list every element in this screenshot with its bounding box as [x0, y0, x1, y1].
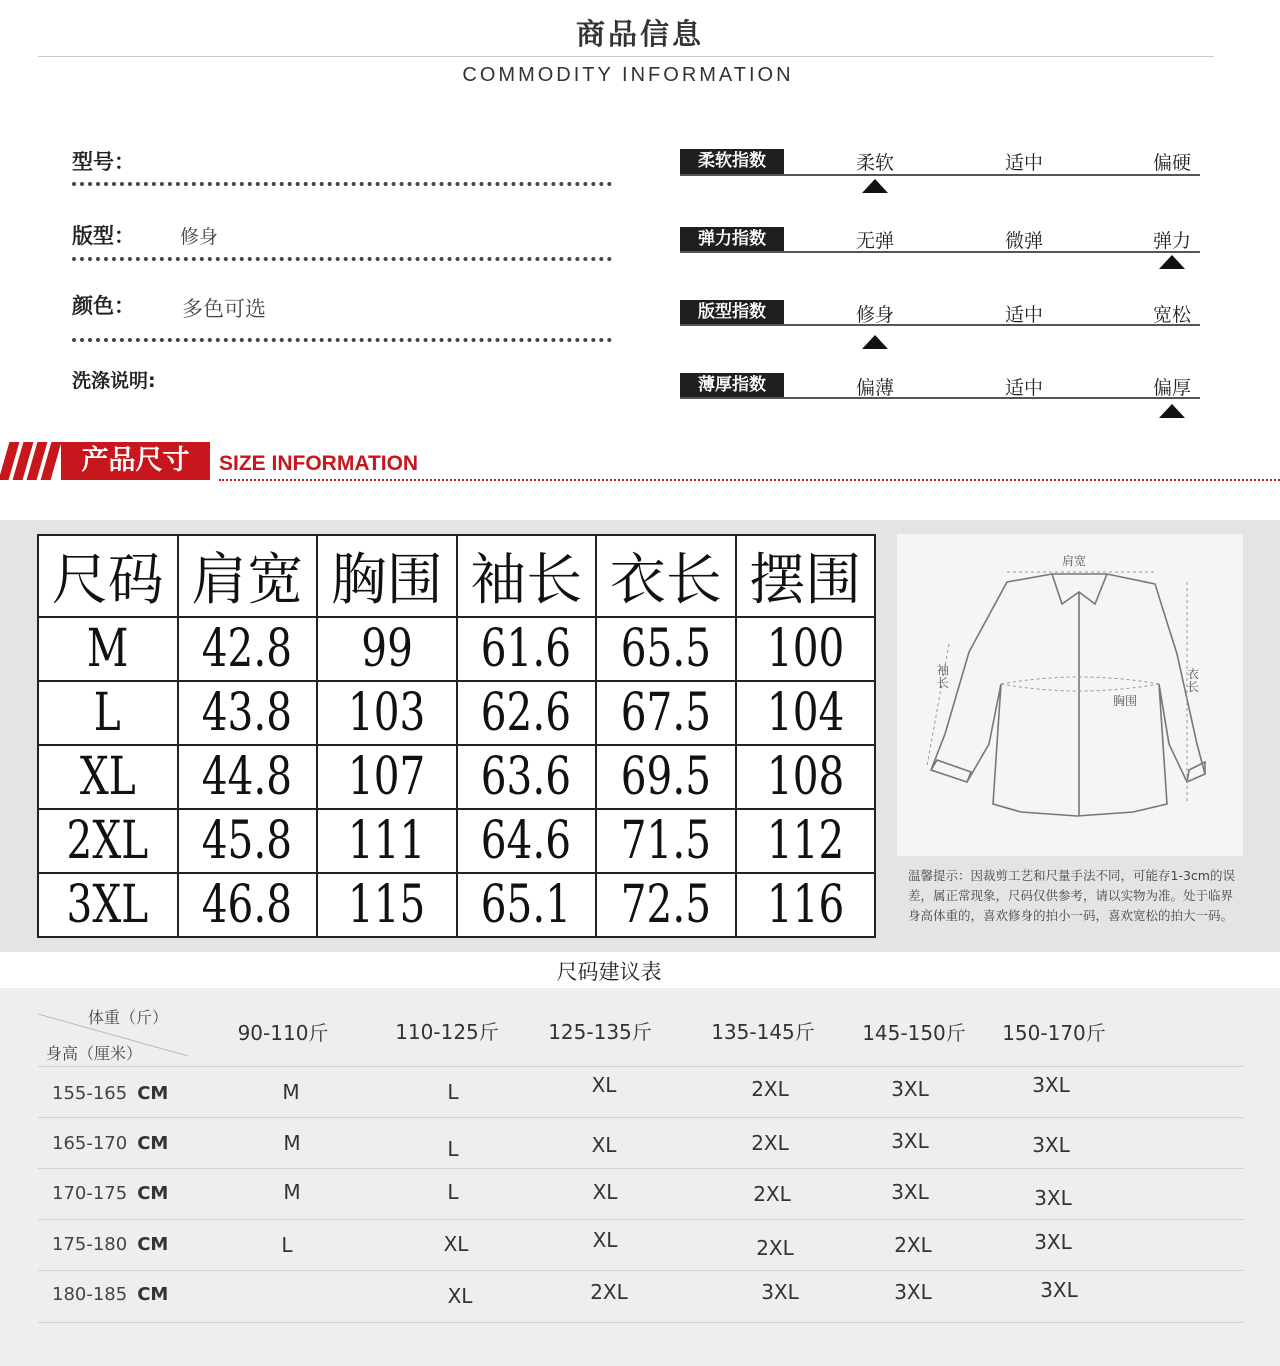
corner-weight-label: 体重（斤）: [88, 1008, 169, 1027]
table-row: [38, 617, 875, 681]
size-suggestion: 3XL: [891, 1077, 929, 1101]
field-divider: [72, 257, 612, 261]
row-divider: [38, 1117, 1244, 1118]
field-fit-value: 修身: [180, 226, 219, 248]
index-option: 适中: [1004, 304, 1043, 326]
table-cell: XL: [38, 745, 178, 809]
measurement-note: 温馨提示：因裁剪工艺和尺量手法不同，可能存1-3cm的误差，属正常现象，尺码仅供参考，请以实物为准。处于临界身高体重的，喜欢修身的拍小一码，喜欢宽松的拍大一码。: [908, 868, 1235, 923]
size-table-header: 衣长: [596, 535, 736, 617]
size-suggestion: 3XL: [1034, 1230, 1072, 1254]
weight-column-header: 90-110斤: [237, 1021, 329, 1045]
size-suggestion: 3XL: [761, 1280, 799, 1304]
table-cell: 61.6: [457, 617, 597, 681]
size-suggestion: XL: [591, 1133, 617, 1157]
page-subtitle: COMMODITY INFORMATION: [462, 64, 794, 86]
size-suggestion: 3XL: [1040, 1278, 1078, 1302]
size-suggestion: 3XL: [1032, 1133, 1070, 1157]
index-option: 宽松: [1152, 304, 1191, 326]
table-cell: 99: [317, 617, 457, 681]
size-table-header: 胸围: [317, 535, 457, 617]
corner-height-label: 身高（厘米）: [46, 1044, 143, 1063]
size-suggestion: L: [447, 1080, 459, 1104]
size-suggestion: 2XL: [753, 1182, 791, 1206]
table-cell: 63.6: [457, 745, 597, 809]
shoulder-label: 肩宽: [1062, 554, 1087, 568]
thickness-index-label: 薄厚指数: [680, 373, 784, 398]
index-line: [680, 174, 1200, 176]
height-range: 155-165 CM: [52, 1083, 169, 1104]
index-option: 无弹: [855, 230, 894, 252]
table-cell: 71.5: [596, 809, 736, 873]
size-suggestion: M: [282, 1080, 300, 1104]
size-suggestion: 3XL: [891, 1129, 929, 1153]
table-cell: L: [38, 681, 178, 745]
size-suggestion: 3XL: [1032, 1073, 1070, 1097]
weight-column-header: 110-125斤: [395, 1020, 499, 1044]
table-row: [38, 873, 875, 937]
table-cell: 62.6: [457, 681, 597, 745]
weight-column-header: 145-150斤: [862, 1021, 966, 1045]
table-cell: 3XL: [38, 873, 178, 937]
chest-label: 胸围: [1113, 694, 1138, 708]
size-suggestion: 2XL: [894, 1233, 932, 1257]
field-divider: [72, 182, 612, 186]
size-table: [37, 534, 876, 938]
weight-column-header: 135-145斤: [711, 1020, 815, 1044]
field-model-label: 型号：: [72, 150, 135, 174]
table-cell: 69.5: [596, 745, 736, 809]
size-suggestion: L: [447, 1137, 459, 1161]
table-cell: 108: [736, 745, 876, 809]
size-suggestion: 3XL: [894, 1280, 932, 1304]
field-color-label: 颜色：: [72, 294, 135, 318]
height-range: 180-185 CM: [52, 1284, 169, 1305]
banner-dotted-rule: [219, 479, 1280, 481]
size-suggestion: M: [283, 1180, 301, 1204]
shirt-measurement-diagram: [897, 534, 1243, 856]
table-cell: 67.5: [596, 681, 736, 745]
table-row: [38, 809, 875, 873]
index-line: [680, 324, 1200, 326]
row-divider: [38, 1322, 1244, 1323]
height-range: 165-170 CM: [52, 1133, 169, 1154]
index-marker-triangle: [862, 335, 888, 349]
field-fit-label: 版型：: [72, 224, 135, 248]
elasticity-index-label: 弹力指数: [680, 227, 784, 252]
index-option: 适中: [1004, 377, 1043, 399]
table-cell: 45.8: [178, 809, 318, 873]
table-cell: 43.8: [178, 681, 318, 745]
recommendation-title: 尺码建议表: [556, 960, 662, 984]
size-suggestion: 2XL: [751, 1077, 789, 1101]
index-option: 弹力: [1152, 230, 1191, 252]
weight-column-header: 125-135斤: [548, 1020, 652, 1044]
size-suggestion: 2XL: [590, 1280, 628, 1304]
table-cell: 116: [736, 873, 876, 937]
size-banner-title: 产品尺寸: [61, 442, 210, 480]
index-option: 柔软: [855, 152, 894, 174]
size-suggestion: 3XL: [1034, 1186, 1072, 1210]
height-range: 170-175 CM: [52, 1183, 169, 1204]
table-cell: 65.5: [596, 617, 736, 681]
table-cell: 111: [317, 809, 457, 873]
table-cell: 104: [736, 681, 876, 745]
size-banner-subtitle: SIZE INFORMATION: [219, 452, 419, 475]
index-marker-triangle: [1159, 404, 1185, 418]
index-option: 偏薄: [855, 377, 894, 399]
softness-index-label: 柔软指数: [680, 149, 784, 174]
size-suggestion: XL: [592, 1180, 618, 1204]
table-cell: 46.8: [178, 873, 318, 937]
index-option: 适中: [1004, 152, 1043, 174]
table-cell: 44.8: [178, 745, 318, 809]
shirt-outline-icon: [897, 534, 1243, 856]
length-label: 衣长: [1187, 667, 1200, 694]
size-suggestion: XL: [592, 1228, 618, 1252]
table-cell: 115: [317, 873, 457, 937]
index-line: [680, 397, 1200, 399]
index-option: 偏硬: [1152, 152, 1191, 174]
table-cell: 64.6: [457, 809, 597, 873]
table-row: [38, 681, 875, 745]
size-suggestion: 3XL: [891, 1180, 929, 1204]
size-table-header: 袖长: [457, 535, 597, 617]
title-divider: [38, 56, 1214, 57]
field-color-value: 多色可选: [182, 297, 266, 321]
index-marker-triangle: [1159, 255, 1185, 269]
row-divider: [38, 1270, 1244, 1271]
page-title: 商品信息: [575, 17, 704, 51]
index-marker-triangle: [862, 179, 888, 193]
size-table-header: 摆围: [736, 535, 876, 617]
size-suggestion: L: [447, 1180, 459, 1204]
size-suggestion: XL: [447, 1284, 473, 1308]
size-suggestion: L: [281, 1233, 293, 1257]
size-suggestion: XL: [591, 1073, 617, 1097]
index-line: [680, 251, 1200, 253]
table-cell: 42.8: [178, 617, 318, 681]
field-divider: [72, 338, 612, 342]
index-option: 微弹: [1004, 230, 1043, 252]
size-table-header: 肩宽: [178, 535, 318, 617]
row-divider: [38, 1168, 1244, 1169]
table-cell: 103: [317, 681, 457, 745]
table-cell: 2XL: [38, 809, 178, 873]
size-suggestion: XL: [443, 1232, 469, 1256]
row-divider: [38, 1066, 1244, 1067]
table-cell: 65.1: [457, 873, 597, 937]
size-table-header-row: [38, 535, 875, 617]
table-cell: M: [38, 617, 178, 681]
table-cell: 107: [317, 745, 457, 809]
fit-index-label: 版型指数: [680, 300, 784, 325]
field-washing-label: 洗涤说明:: [72, 370, 156, 392]
row-divider: [38, 1219, 1244, 1220]
sleeve-label: 袖长: [937, 663, 950, 690]
table-row: [38, 745, 875, 809]
table-cell: 100: [736, 617, 876, 681]
size-suggestion: 2XL: [756, 1236, 794, 1260]
table-cell: 112: [736, 809, 876, 873]
size-table-header: 尺码: [38, 535, 178, 617]
size-suggestion: M: [283, 1131, 301, 1155]
table-cell: 72.5: [596, 873, 736, 937]
index-option: 偏厚: [1152, 377, 1191, 399]
index-option: 修身: [855, 304, 894, 326]
height-range: 175-180 CM: [52, 1234, 169, 1255]
weight-column-header: 150-170斤: [1002, 1021, 1106, 1045]
size-suggestion: 2XL: [751, 1131, 789, 1155]
